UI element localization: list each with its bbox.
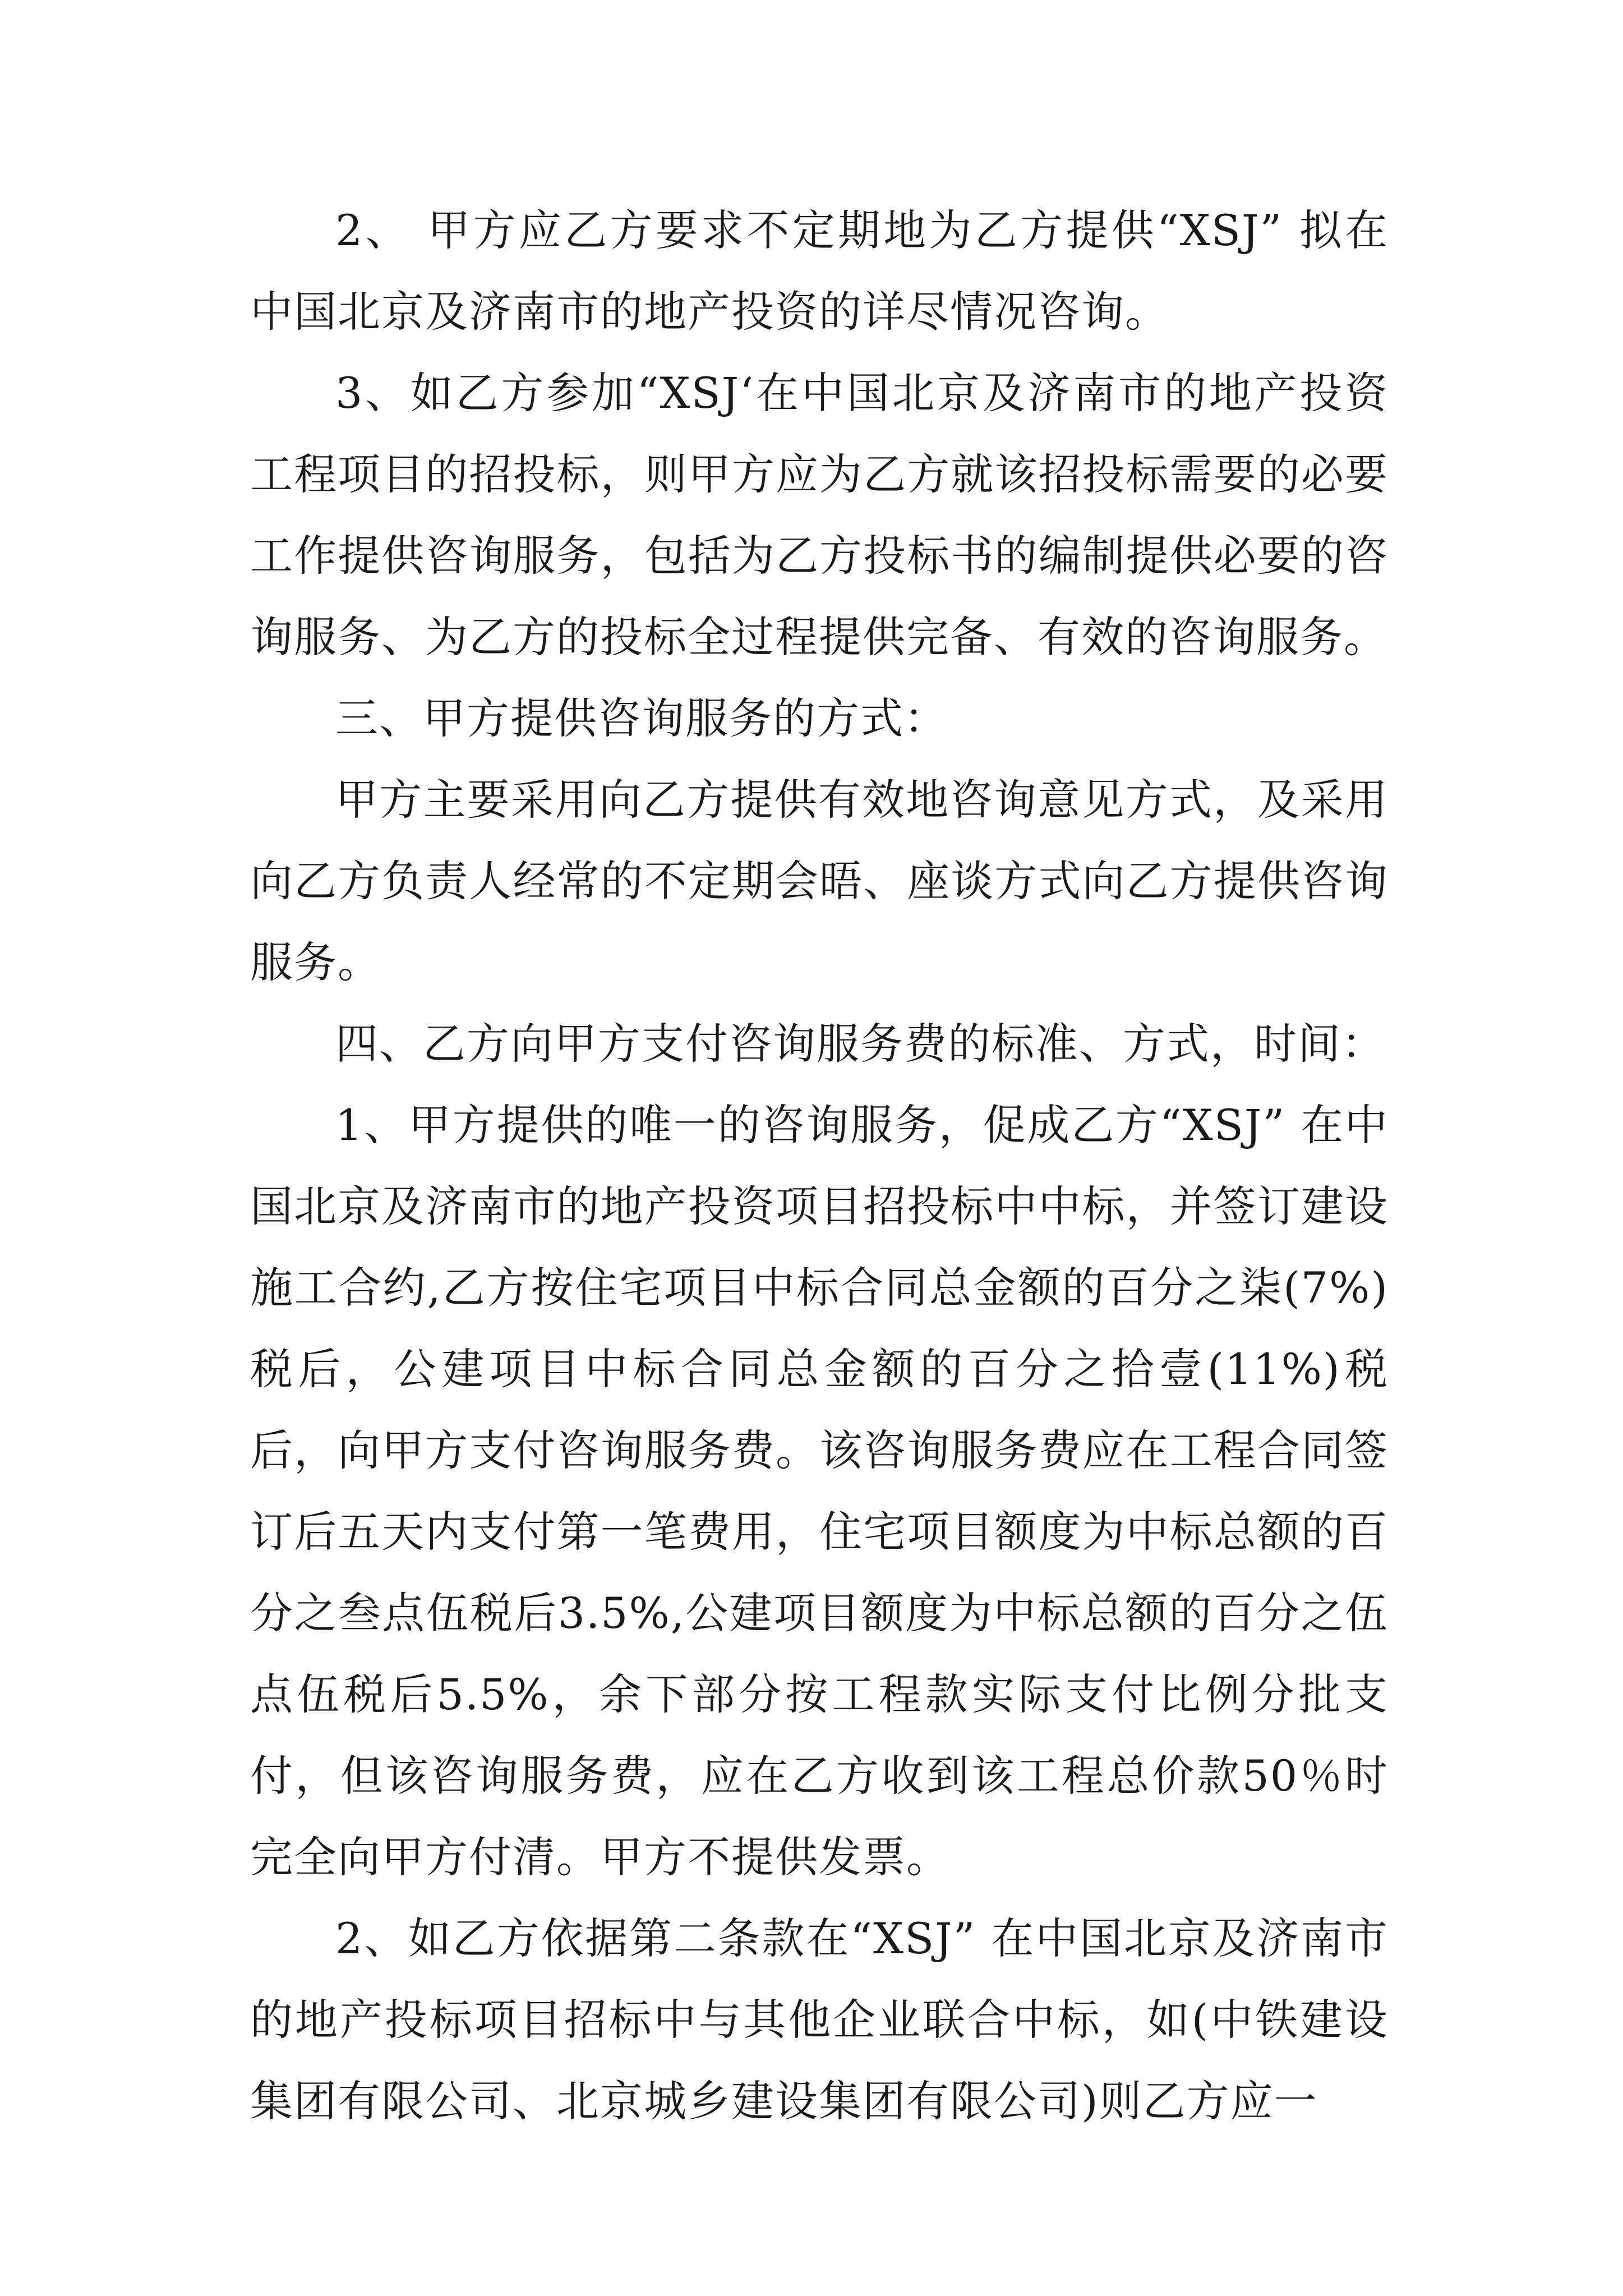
section-heading-3: 三、甲方提供咨询服务的方式： (335, 693, 948, 743)
document-body (250, 190, 1389, 2142)
paragraph-consulting-method: 甲方主要采用向乙方提供有效地咨询意见方式，及采用向乙方负责人经常的不定期会晤、座谈方式向乙方提供咨询服务。 (250, 775, 1389, 987)
paragraph-item-2: 2、 甲方应乙方要求不定期地为乙方提供“XSJ” 拟在中国北京及济南市的地产投资的详尽情况咨询。 (250, 205, 1389, 337)
paragraph-fee-item-2: 2、如乙方依据第二条款在“XSJ” 在中国北京及济南市的地产投标项目招标中与其他企业联合中标，如(中铁建设集团有限公司、北京城乡建设集团有限公司)则乙方应一 (250, 1913, 1389, 2126)
paragraph-item-3: 3、如乙方参加“XSJ‘在中国北京及济南市的地产投资工程项目的招投标，则甲方应为乙方就该招投标需要的必要工作提供咨询服务，包括为乙方投标书的编制提供必要的咨询服务、为乙方的投标全过程提供完备、有效的咨询服务。 (250, 368, 1389, 662)
section-heading-4: 四、乙方向甲方支付咨询服务费的标准、方式，时间： (335, 1019, 1385, 1069)
paragraph-fee-item-1: 1、甲方提供的唯一的咨询服务，促成乙方“XSJ” 在中国北京及济南市的地产投资项目招投标中中标，并签订建设施工合约,乙方按住宅项目中标合同总金额的百分之柒(7%)税后，公建项目中标合同总金额的百分之拾壹(11%)税后，向甲方支付咨询服务费。该咨询服务费应在工程合同签订后五天内支付第一笔费用，住宅项目额度为中标总额的百分之叁点伍税后3.5%,公建项目额度为中标总额的百分之伍点伍税后5.5%，余下部分按工程款实际支付比例分批支付，但该咨询服务费，应在乙方收到该工程总价款50％时完全向甲方付清。甲方不提供发票。 (250, 1100, 1389, 1882)
